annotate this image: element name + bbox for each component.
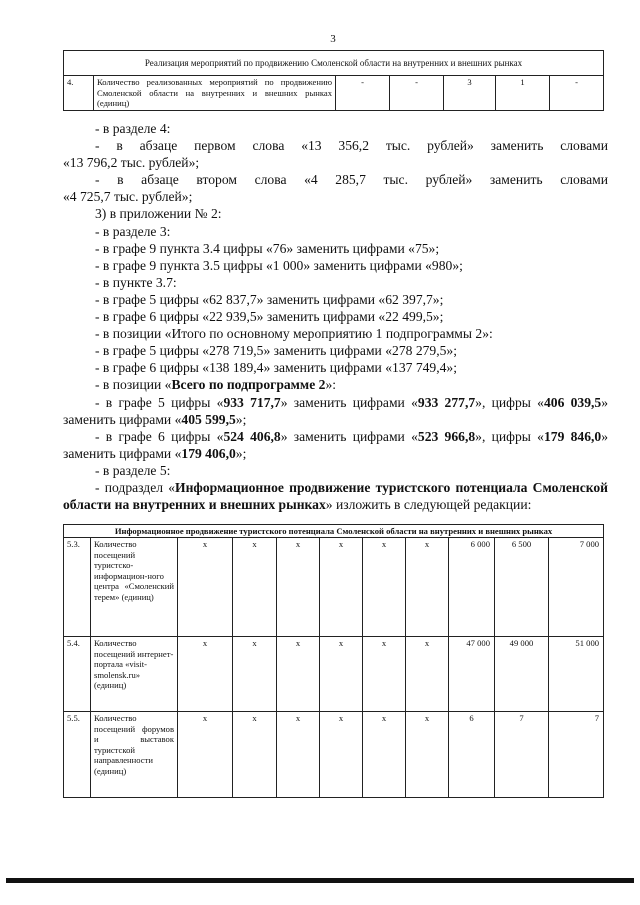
text-line: - в графе 5 цифры «62 837,7» заменить цифрами «62 397,7»;	[95, 291, 444, 307]
indicator-table-section-5	[63, 524, 604, 798]
text-run-bold: 523 966,8	[417, 428, 476, 444]
text-run: - в графе 5 цифры «	[95, 394, 224, 410]
section-header-text: Информационное продвижение туристского потенциала Смоленской области на внутренних и внешних рынках	[64, 525, 604, 538]
row-value: х	[320, 637, 363, 712]
text-run: »;	[235, 445, 247, 461]
text-run-bold: 405 599,5	[181, 411, 236, 427]
row-number: 4.	[64, 76, 94, 111]
row-number: 5.3.	[64, 538, 91, 637]
text-line: - в графе 9 пункта 3.4 цифры «76» заменить цифрами «75»;	[95, 240, 440, 256]
row-value: -	[336, 76, 390, 111]
row-value: х	[178, 538, 233, 637]
text-run-bold: 179 406,0	[181, 445, 236, 461]
table-row	[64, 538, 604, 637]
text-run-bold: Информационное продвижение туристского потенциала Смоленской области на внутренних и внешних рынках	[63, 479, 609, 513]
amendment-text	[63, 120, 608, 513]
text-run: » заменить цифрами «	[63, 394, 609, 427]
text-run-bold: 179 846,0	[543, 428, 602, 444]
row-value: х	[363, 637, 406, 712]
text-line: - в графе 5 цифры «278 719,5» заменить цифрами «278 279,5»;	[95, 343, 457, 359]
row-value: 47 000	[449, 637, 495, 712]
row-value: х	[406, 712, 449, 798]
section-header-text: Реализация мероприятий по продвижению Смоленской области на внутренних и внешних рынках	[64, 51, 604, 76]
text-line	[63, 479, 608, 513]
row-description: Количество посещений интернет-портала «visit-smolensk.ru» (единиц)	[91, 637, 178, 712]
row-value: х	[320, 712, 363, 798]
row-value: -	[390, 76, 444, 111]
row-value: х	[363, 538, 406, 637]
table-row	[64, 637, 604, 712]
row-value: х	[406, 637, 449, 712]
row-value: 49 000	[495, 637, 549, 712]
row-value: х	[277, 637, 320, 712]
page-number: 3	[330, 33, 336, 45]
text-run-bold: 933 717,7	[223, 394, 281, 410]
row-number: 5.4.	[64, 637, 91, 712]
text-line: - в разделе 3:	[95, 223, 171, 239]
table-row	[64, 76, 604, 111]
text-line: - в пункте 3.7:	[95, 274, 177, 290]
row-value: х	[277, 712, 320, 798]
text-line: - в разделе 4:	[95, 121, 171, 136]
row-description: Количество посещений форумов и выставок туристской направленности (единиц)	[91, 712, 178, 798]
text-run: » заменить цифрами «	[280, 394, 418, 410]
row-description: Количество реализованных мероприятий по продвижению Смоленской области на внутренних и внешних рынках (единиц)	[94, 76, 336, 111]
text-line: - в графе 6 цифры «22 939,5» заменить цифрами «22 499,5»;	[95, 309, 444, 325]
row-value: 6 500	[495, 538, 549, 637]
text-line: «13 796,2 тыс. рублей»;	[63, 155, 200, 171]
row-value: х	[178, 637, 233, 712]
table-section-header	[64, 525, 604, 538]
text-line: - в разделе 5:	[95, 462, 171, 478]
text-run-bold: 524 406,8	[223, 428, 281, 444]
row-value: 6	[449, 712, 495, 798]
row-description: Количество посещений туристско-информацион-ного центра «Смоленский терем» (единиц)	[91, 538, 178, 637]
text-run: »;	[235, 411, 247, 427]
text-run: - подраздел «	[95, 479, 176, 495]
text-run: - в позиции «	[95, 377, 172, 393]
text-line	[63, 428, 608, 462]
row-value: х	[406, 538, 449, 637]
text-run: »:	[325, 377, 337, 393]
text-line	[63, 394, 608, 428]
row-value: 1	[496, 76, 550, 111]
text-line: - в графе 6 цифры «138 189,4» заменить цифрами «137 749,4»;	[95, 360, 457, 376]
text-run: », цифры «	[475, 428, 544, 444]
table-section-header	[64, 51, 604, 76]
row-value: 51 000	[549, 637, 604, 712]
text-run: », цифры «	[475, 394, 544, 410]
text-run-bold: 933 277,7	[417, 394, 476, 410]
text-line	[63, 376, 608, 393]
table-row	[64, 712, 604, 798]
row-value: х	[277, 538, 320, 637]
row-value: 7 000	[549, 538, 604, 637]
text-line: «4 725,7 тыс. рублей»;	[63, 189, 193, 205]
text-line: - в графе 9 пункта 3.5 цифры «1 000» заменить цифрами «980»;	[95, 257, 463, 273]
row-number: 5.5.	[64, 712, 91, 798]
text-run: - в графе 6 цифры «	[95, 428, 224, 444]
scan-edge-bar	[6, 878, 634, 883]
text-line: - в позиции «Итого по основному мероприятию 1 подпрограммы 2»:	[95, 326, 493, 342]
text-run: » заменить цифрами «	[63, 428, 609, 461]
row-value: 7	[549, 712, 604, 798]
text-run-bold: 406 039,5	[543, 394, 602, 410]
row-value: -	[550, 76, 604, 111]
text-line: - в абзаце первом слова «13 356,2 тыс. рублей» заменить словами	[95, 138, 608, 154]
text-run: » заменить цифрами «	[280, 428, 418, 444]
text-run: » изложить в следующей редакции:	[325, 497, 532, 513]
row-value: х	[233, 538, 277, 637]
text-line: 3) в приложении № 2:	[95, 206, 222, 222]
row-value: х	[233, 637, 277, 712]
row-value: х	[363, 712, 406, 798]
row-value: 6 000	[449, 538, 495, 637]
row-value: 7	[495, 712, 549, 798]
row-value: х	[233, 712, 277, 798]
row-value: х	[320, 538, 363, 637]
row-value: 3	[444, 76, 496, 111]
text-run-bold: Всего по подпрограмме 2	[171, 377, 326, 393]
row-value: х	[178, 712, 233, 798]
text-line: - в абзаце втором слова «4 285,7 тыс. рублей» заменить словами	[95, 172, 608, 188]
indicator-table-section-4	[63, 50, 604, 111]
